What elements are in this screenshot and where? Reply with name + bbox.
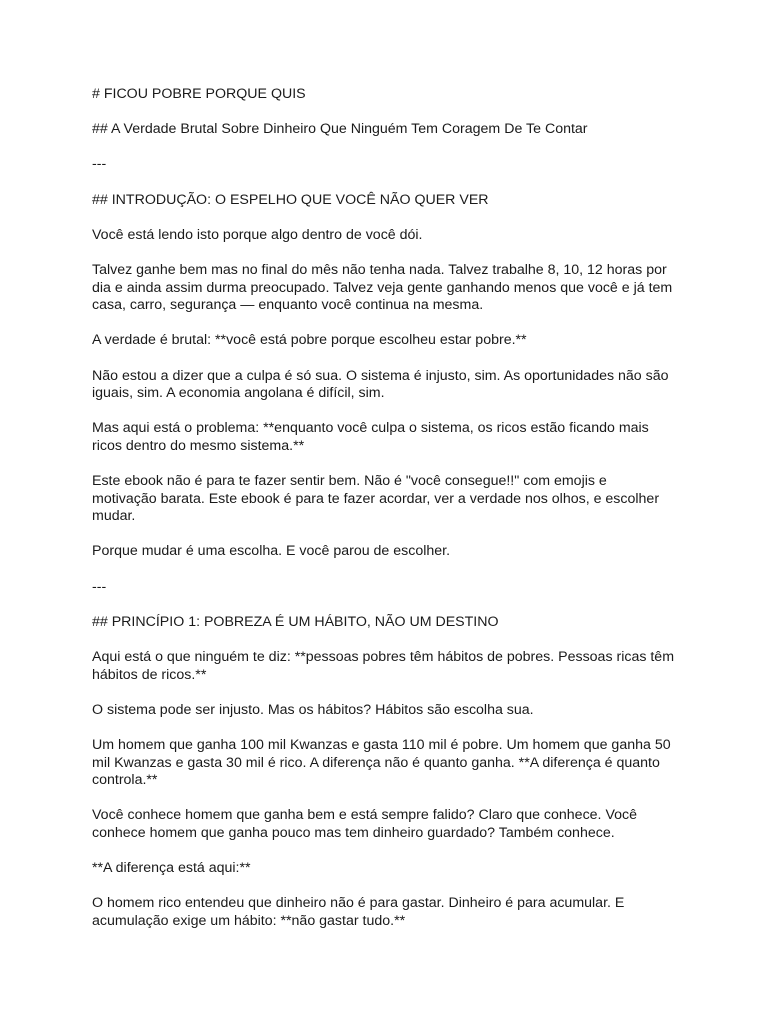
text-line: casa, carro, segurança — enquanto você continua na mesma. xyxy=(92,297,484,314)
text-line: Este ebook não é para te fazer sentir bem. Não é "você consegue!!" com emojis e xyxy=(92,473,607,490)
paragraph-p4 xyxy=(92,368,692,403)
paragraph-p6 xyxy=(92,473,692,526)
text-line: Mas aqui está o problema: **enquanto você culpa o sistema, os ricos estão ficando mais xyxy=(92,420,649,437)
text-line: mil Kwanzas e gasta 30 mil é rico. A diferença não é quanto ganha. **A diferença é quanto xyxy=(92,754,660,771)
text-line: controla.** xyxy=(92,772,158,789)
text-line: Você conhece homem que ganha bem e está sempre falido? Claro que conhece. Você xyxy=(92,807,637,824)
text-line: Não estou a dizer que a culpa é só sua. O sistema é injusto, sim. As oportunidades não são xyxy=(92,367,669,384)
paragraph-sep1 xyxy=(92,156,692,174)
text-line: --- xyxy=(92,156,107,173)
paragraph-h1 xyxy=(92,86,692,104)
paragraph-p9 xyxy=(92,702,692,720)
paragraph-h2-p1 xyxy=(92,614,692,632)
paragraph-h2-intro xyxy=(92,192,692,210)
text-line: # FICOU POBRE PORQUE QUIS xyxy=(92,86,306,102)
text-line: acumulação exige um hábito: **não gastar tudo.** xyxy=(92,912,406,929)
text-line: Aqui está o que ninguém te diz: **pessoas pobres têm hábitos de pobres. Pessoas ricas têm xyxy=(92,649,675,665)
text-line: --- xyxy=(92,578,107,595)
document-page xyxy=(92,86,692,948)
paragraph-p7 xyxy=(92,543,692,561)
text-line: ## INTRODUÇÃO: O ESPELHO QUE VOCÊ NÃO QUER VER xyxy=(92,191,489,208)
text-line: O homem rico entendeu que dinheiro não é para gastar. Dinheiro é para acumular. E xyxy=(92,895,625,912)
text-line: ricos dentro do mesmo sistema.** xyxy=(92,437,305,454)
text-line: iguais, sim. A economia angolana é difícil, sim. xyxy=(92,385,385,402)
paragraph-p1 xyxy=(92,227,692,245)
text-line: O sistema pode ser injusto. Mas os hábitos? Hábitos são escolha sua. xyxy=(92,701,534,718)
text-line: Talvez ganhe bem mas no final do mês não tenha nada. Talvez trabalhe 8, 10, 12 horas por xyxy=(92,261,667,278)
paragraph-p2 xyxy=(92,262,692,315)
text-line: A verdade é brutal: **você está pobre porque escolheu estar pobre.** xyxy=(92,332,527,349)
text-line: **A diferença está aqui:** xyxy=(92,860,251,877)
paragraph-p12 xyxy=(92,860,692,878)
paragraph-p13 xyxy=(92,895,692,930)
text-line: dia e ainda assim durma preocupado. Talvez veja gente ganhando menos que você e já tem xyxy=(92,279,673,296)
paragraph-p3 xyxy=(92,332,692,350)
text-line: conhece homem que ganha pouco mas tem dinheiro guardado? Também conhece. xyxy=(92,824,615,841)
paragraph-p10 xyxy=(92,737,692,790)
paragraph-p5 xyxy=(92,420,692,455)
paragraph-p8 xyxy=(92,649,692,684)
text-line: ## PRINCÍPIO 1: POBREZA É UM HÁBITO, NÃO UM DESTINO xyxy=(92,613,499,630)
paragraph-p11 xyxy=(92,807,692,842)
paragraph-h2-sub xyxy=(92,121,692,139)
paragraph-sep2 xyxy=(92,579,692,597)
text-line: hábitos de ricos.** xyxy=(92,666,207,683)
text-line: mudar. xyxy=(92,508,136,525)
text-line: Você está lendo isto porque algo dentro de você dói. xyxy=(92,226,423,243)
text-line: Um homem que ganha 100 mil Kwanzas e gasta 110 mil é pobre. Um homem que ganha 50 xyxy=(92,736,671,753)
text-line: Porque mudar é uma escolha. E você parou de escolher. xyxy=(92,543,451,560)
text-line: motivação barata. Este ebook é para te fazer acordar, ver a verdade nos olhos, e escolher xyxy=(92,490,660,507)
text-line: ## A Verdade Brutal Sobre Dinheiro Que Ninguém Tem Coragem De Te Contar xyxy=(92,121,588,138)
